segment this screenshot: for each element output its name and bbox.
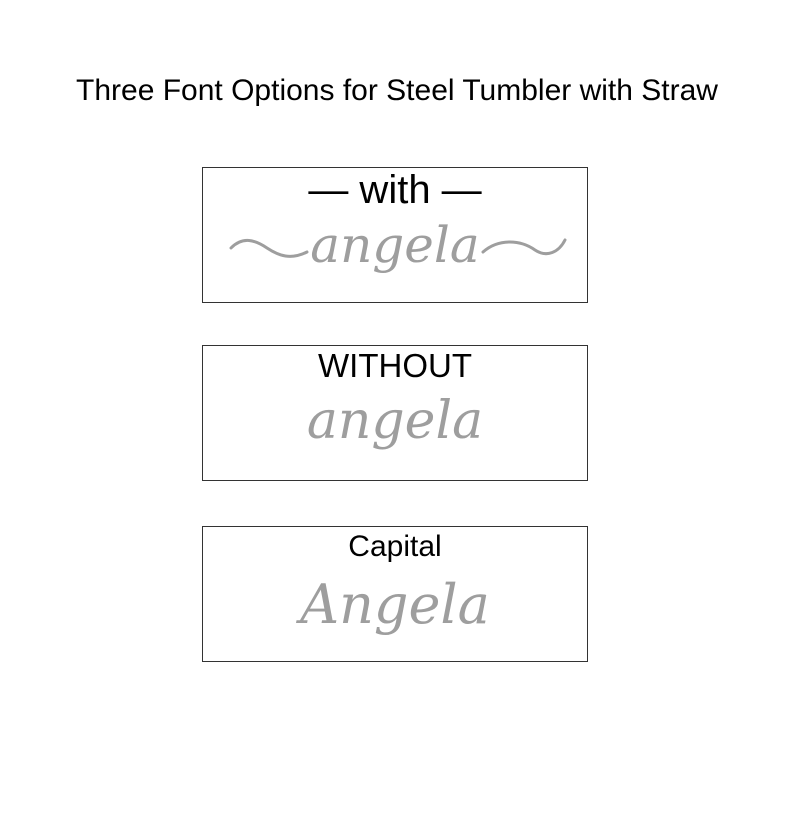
option-label: WITHOUT (318, 347, 472, 384)
script-sample-capital (203, 527, 587, 661)
sample-text: Angela (300, 573, 490, 636)
option-label: Capital (348, 530, 442, 563)
font-option-without (202, 345, 588, 481)
sample-text: angela (310, 216, 480, 274)
script-sample-plain (203, 346, 587, 480)
sample-text: angela (306, 391, 484, 451)
page-title: Three Font Options for Steel Tumbler with Straw (76, 74, 718, 107)
font-option-with (202, 167, 588, 303)
font-option-capital (202, 526, 588, 662)
right-swash (483, 240, 565, 254)
left-swash (231, 240, 307, 256)
script-sample-with-swash (203, 168, 587, 302)
option-label: — with — (308, 168, 482, 212)
